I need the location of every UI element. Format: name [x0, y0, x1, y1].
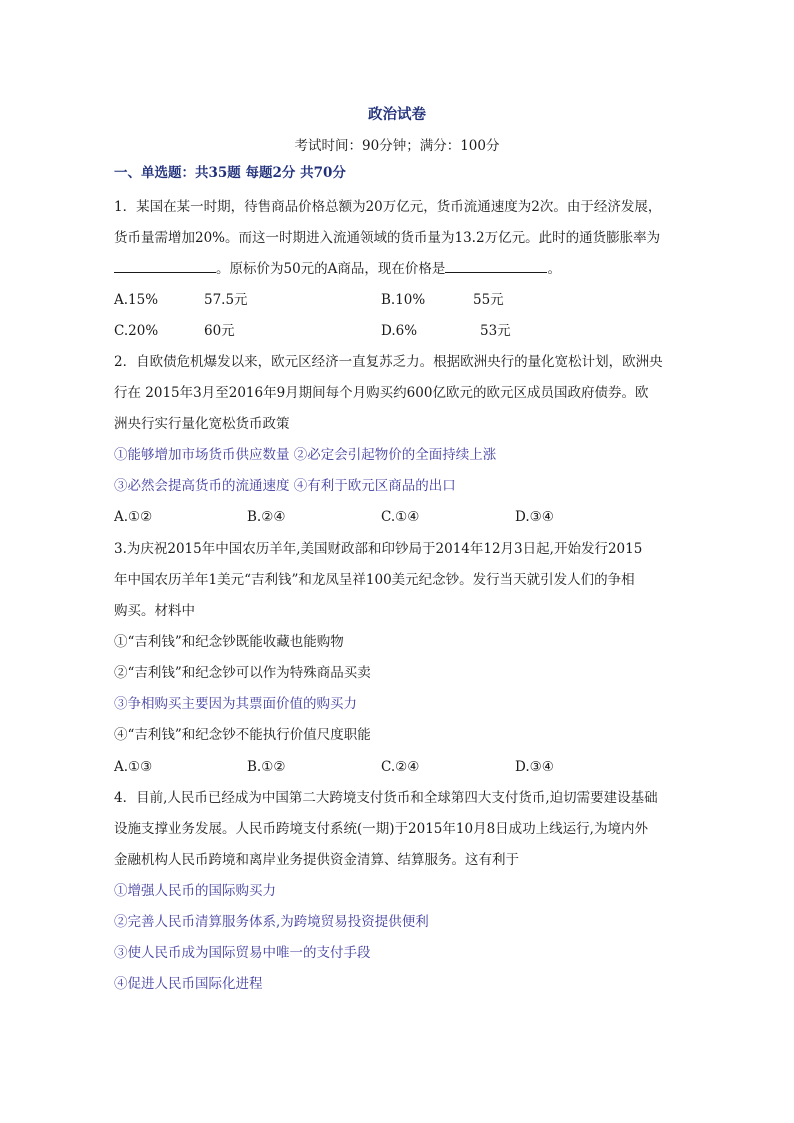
q4-statement-1: ①增强人民币的国际购买力	[114, 883, 276, 899]
q4-statement-3: ③使人民币成为国际贸易中唯一的支付手段	[114, 945, 371, 961]
q1-option-b-label[interactable]: B.10%	[381, 292, 426, 308]
q2-statements-row-2: ③必然会提高货币的流通速度 ④有利于欧元区商品的出口	[114, 478, 456, 494]
q4-line-3: 金融机构人民币跨境和离岸业务提供资金清算、结算服务。这有利于	[114, 852, 519, 868]
q3-option-b[interactable]: B.①②	[247, 759, 286, 775]
q1-line-3-end: 。	[547, 261, 561, 277]
q1-option-d-label[interactable]: D.6%	[381, 323, 418, 339]
q3-line-2: 年中国农历羊年1美元“吉利钱”和龙凤呈祥100美元纪念钞。发行当天就引发人们的争相	[114, 572, 635, 588]
answer-blank-2[interactable]	[445, 260, 547, 273]
q4-line-2: 设施支撑业务发展。人民币跨境支付系统(一期)于2015年10月8日成功上线运行,为境内外	[114, 821, 648, 837]
q3-statement-2: ②“吉利钱”和纪念钞可以作为特殊商品买卖	[114, 665, 371, 681]
q2-line-2: 行在 2015年3月至2016年9月期间每个月购买约600亿欧元的欧元区成员国政府债券。欧	[114, 385, 649, 401]
q4-line-1: 4．目前,人民币已经成为中国第二大跨境支付货币和全球第四大支付货币,迫切需要建设基础	[114, 790, 658, 806]
q2-option-b[interactable]: B.②④	[247, 509, 286, 525]
q1-option-b-value: 55元	[473, 292, 504, 308]
q3-line-3: 购买。材料中	[114, 603, 195, 619]
q1-line-3	[114, 260, 561, 278]
q2-statements-row-1: ①能够增加市场货币供应数量 ②必定会引起物价的全面持续上涨	[114, 447, 497, 463]
q3-line-1: 3.为庆祝2015年中国农历羊年,美国财政部和印钞局于2014年12月3日起,开始发行2015	[114, 541, 643, 557]
q3-option-a[interactable]: A.①③	[114, 759, 153, 775]
q3-option-c[interactable]: C.②④	[381, 759, 420, 775]
q4-statement-4: ④促进人民币国际化进程	[114, 976, 263, 992]
q2-line-3: 洲央行实行量化宽松货币政策	[114, 416, 290, 432]
q2-line-1: 2．自欧债危机爆发以来，欧元区经济一直复苏乏力。根据欧洲央行的量化宽松计划，欧洲央	[114, 354, 663, 370]
exam-title: 政治试卷	[368, 106, 426, 123]
q2-option-a[interactable]: A.①②	[114, 509, 153, 525]
q1-option-d-value: 53元	[480, 323, 511, 339]
q1-option-a-value: 57.5元	[204, 292, 248, 308]
answer-blank-1[interactable]	[114, 260, 216, 273]
q2-option-d[interactable]: D.③④	[515, 509, 554, 525]
q1-option-a-label[interactable]: A.15%	[114, 292, 159, 308]
q3-option-d[interactable]: D.③④	[515, 759, 554, 775]
section-heading: 一、单选题：共35题 每题2分 共70分	[114, 165, 346, 181]
exam-subtitle: 考试时间：90分钟；满分：100分	[294, 138, 500, 154]
q4-statement-2: ②完善人民币清算服务体系,为跨境贸易投资提供便利	[114, 914, 429, 930]
q3-statement-3: ③争相购买主要因为其票面价值的购买力	[114, 696, 357, 712]
q1-option-c-label[interactable]: C.20%	[114, 323, 159, 339]
q1-line-3-mid: 。原标价为50元的A商品，现在价格是	[216, 261, 446, 277]
q1-line-1: 1．某国在某一时期，待售商品价格总额为20万亿元，货币流通速度为2次。由于经济发展，	[114, 199, 662, 215]
q3-statement-4: ④“吉利钱”和纪念钞不能执行价值尺度职能	[114, 727, 371, 743]
q1-line-2: 货币量需增加20%。而这一时期进入流通领域的货币量为13.2万亿元。此时的通货膨胀率为	[114, 230, 661, 246]
q1-option-c-value: 60元	[204, 323, 235, 339]
q3-statement-1: ①“吉利钱”和纪念钞既能收藏也能购物	[114, 634, 344, 650]
q2-option-c[interactable]: C.①④	[381, 509, 420, 525]
